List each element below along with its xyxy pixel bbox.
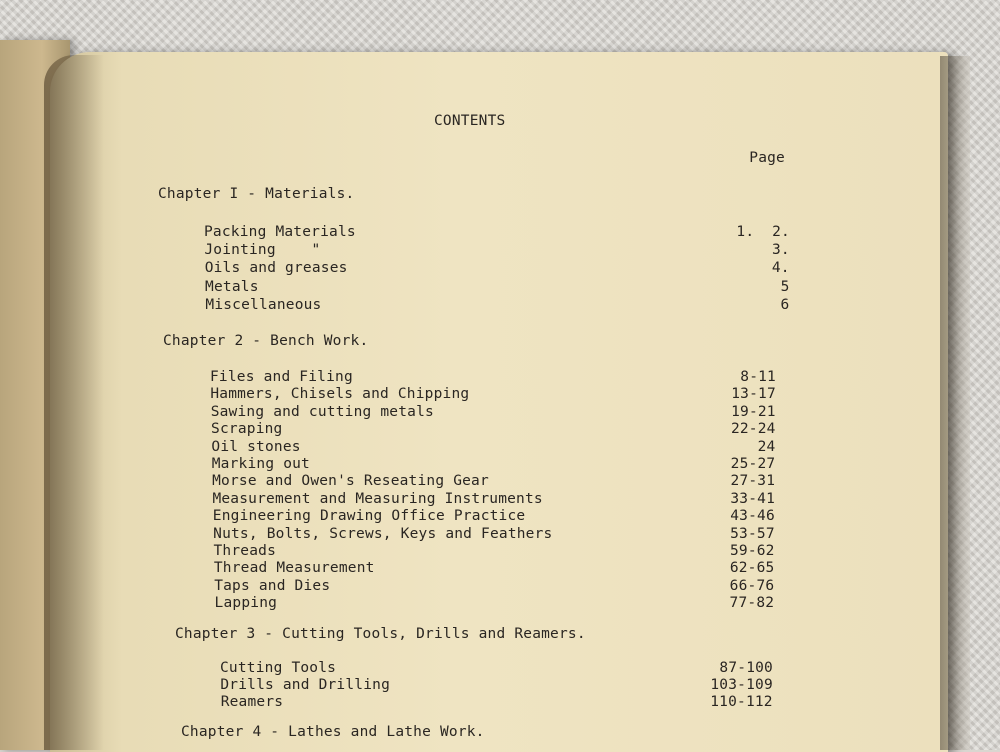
toc-entry-title: Drills and Drilling (220, 677, 391, 693)
toc-entry-page: 53-57 (730, 525, 775, 542)
toc-entry-page: 66-76 (729, 577, 775, 594)
contents-page (50, 52, 948, 752)
toc-entry-title: Engineering Drawing Office Practice (212, 508, 526, 525)
toc-entry-page: 62-65 (729, 560, 775, 577)
toc-entry-title: Measurement and Measuring Instruments (212, 490, 543, 507)
toc-entry-page: 19-21 (731, 403, 776, 420)
chapter-title: Chapter 4 - Lathes and Lathe Work. (181, 724, 485, 740)
toc-entry-page: 110-112 (710, 694, 773, 710)
toc-entry-page: 13-17 (731, 386, 776, 403)
toc-entry-title: Reamers (220, 694, 284, 710)
toc-entry-page: 4. (771, 260, 790, 277)
toc-entry-title: Packing Materials (204, 224, 356, 240)
toc-entry-page: 33-41 (730, 490, 776, 507)
toc-entry-page: 1. 2. (736, 224, 790, 240)
toc-entry-page: 43-46 (730, 508, 775, 525)
chapter-title: Chapter 3 - Cutting Tools, Drills and Reamers. (175, 626, 586, 642)
toc-entry-page: 87-100 (719, 660, 773, 676)
page-stack-edge (940, 56, 970, 750)
toc-entry-page: 22-24 (730, 421, 776, 438)
book-gutter-shadow (44, 55, 104, 750)
toc-entry-page: 27-31 (730, 473, 776, 490)
toc-entry-page: 59-62 (729, 543, 775, 559)
toc-entry-title: Threads (213, 543, 277, 559)
toc-entry-page: 6 (780, 296, 790, 313)
toc-entry-title: Scraping (211, 421, 283, 438)
toc-entry-page: 8-11 (740, 369, 776, 385)
toc-entry-page: 3. (772, 242, 790, 259)
toc-entry-page: 5 (780, 278, 790, 295)
page-column-label: Page (749, 150, 785, 166)
toc-entry-title: Jointing " (204, 242, 321, 259)
toc-entry-title: Marking out (211, 456, 310, 472)
toc-entry-title: Files and Filing (210, 369, 353, 385)
toc-entry-title: Oil stones (211, 438, 301, 455)
toc-entry-title: Oils and greases (204, 260, 348, 277)
toc-entry-title: Nuts, Bolts, Screws, Keys and Feathers (213, 525, 553, 542)
contents-heading: CONTENTS (434, 113, 506, 129)
toc-entry-title: Lapping (214, 595, 278, 612)
toc-entry-page: 103-109 (710, 677, 773, 693)
toc-entry-page: 24 (757, 438, 776, 455)
toc-entry-title: Cutting Tools (220, 660, 337, 676)
toc-entry-title: Thread Measurement (213, 560, 375, 577)
toc-entry-title: Morse and Owen's Reseating Gear (212, 473, 489, 490)
toc-entry-title: Taps and Dies (214, 577, 331, 594)
toc-entry-title: Metals (205, 278, 259, 295)
chapter-title: Chapter I - Materials. (158, 186, 355, 202)
toc-entry-title: Hammers, Chisels and Chipping (210, 386, 470, 403)
toc-entry-title: Sawing and cutting metals (210, 403, 434, 420)
toc-entry-page: 25-27 (730, 456, 776, 472)
toc-entry-page: 77-82 (729, 595, 775, 612)
chapter-title: Chapter 2 - Bench Work. (163, 333, 369, 349)
toc-entry-title: Miscellaneous (205, 296, 322, 313)
